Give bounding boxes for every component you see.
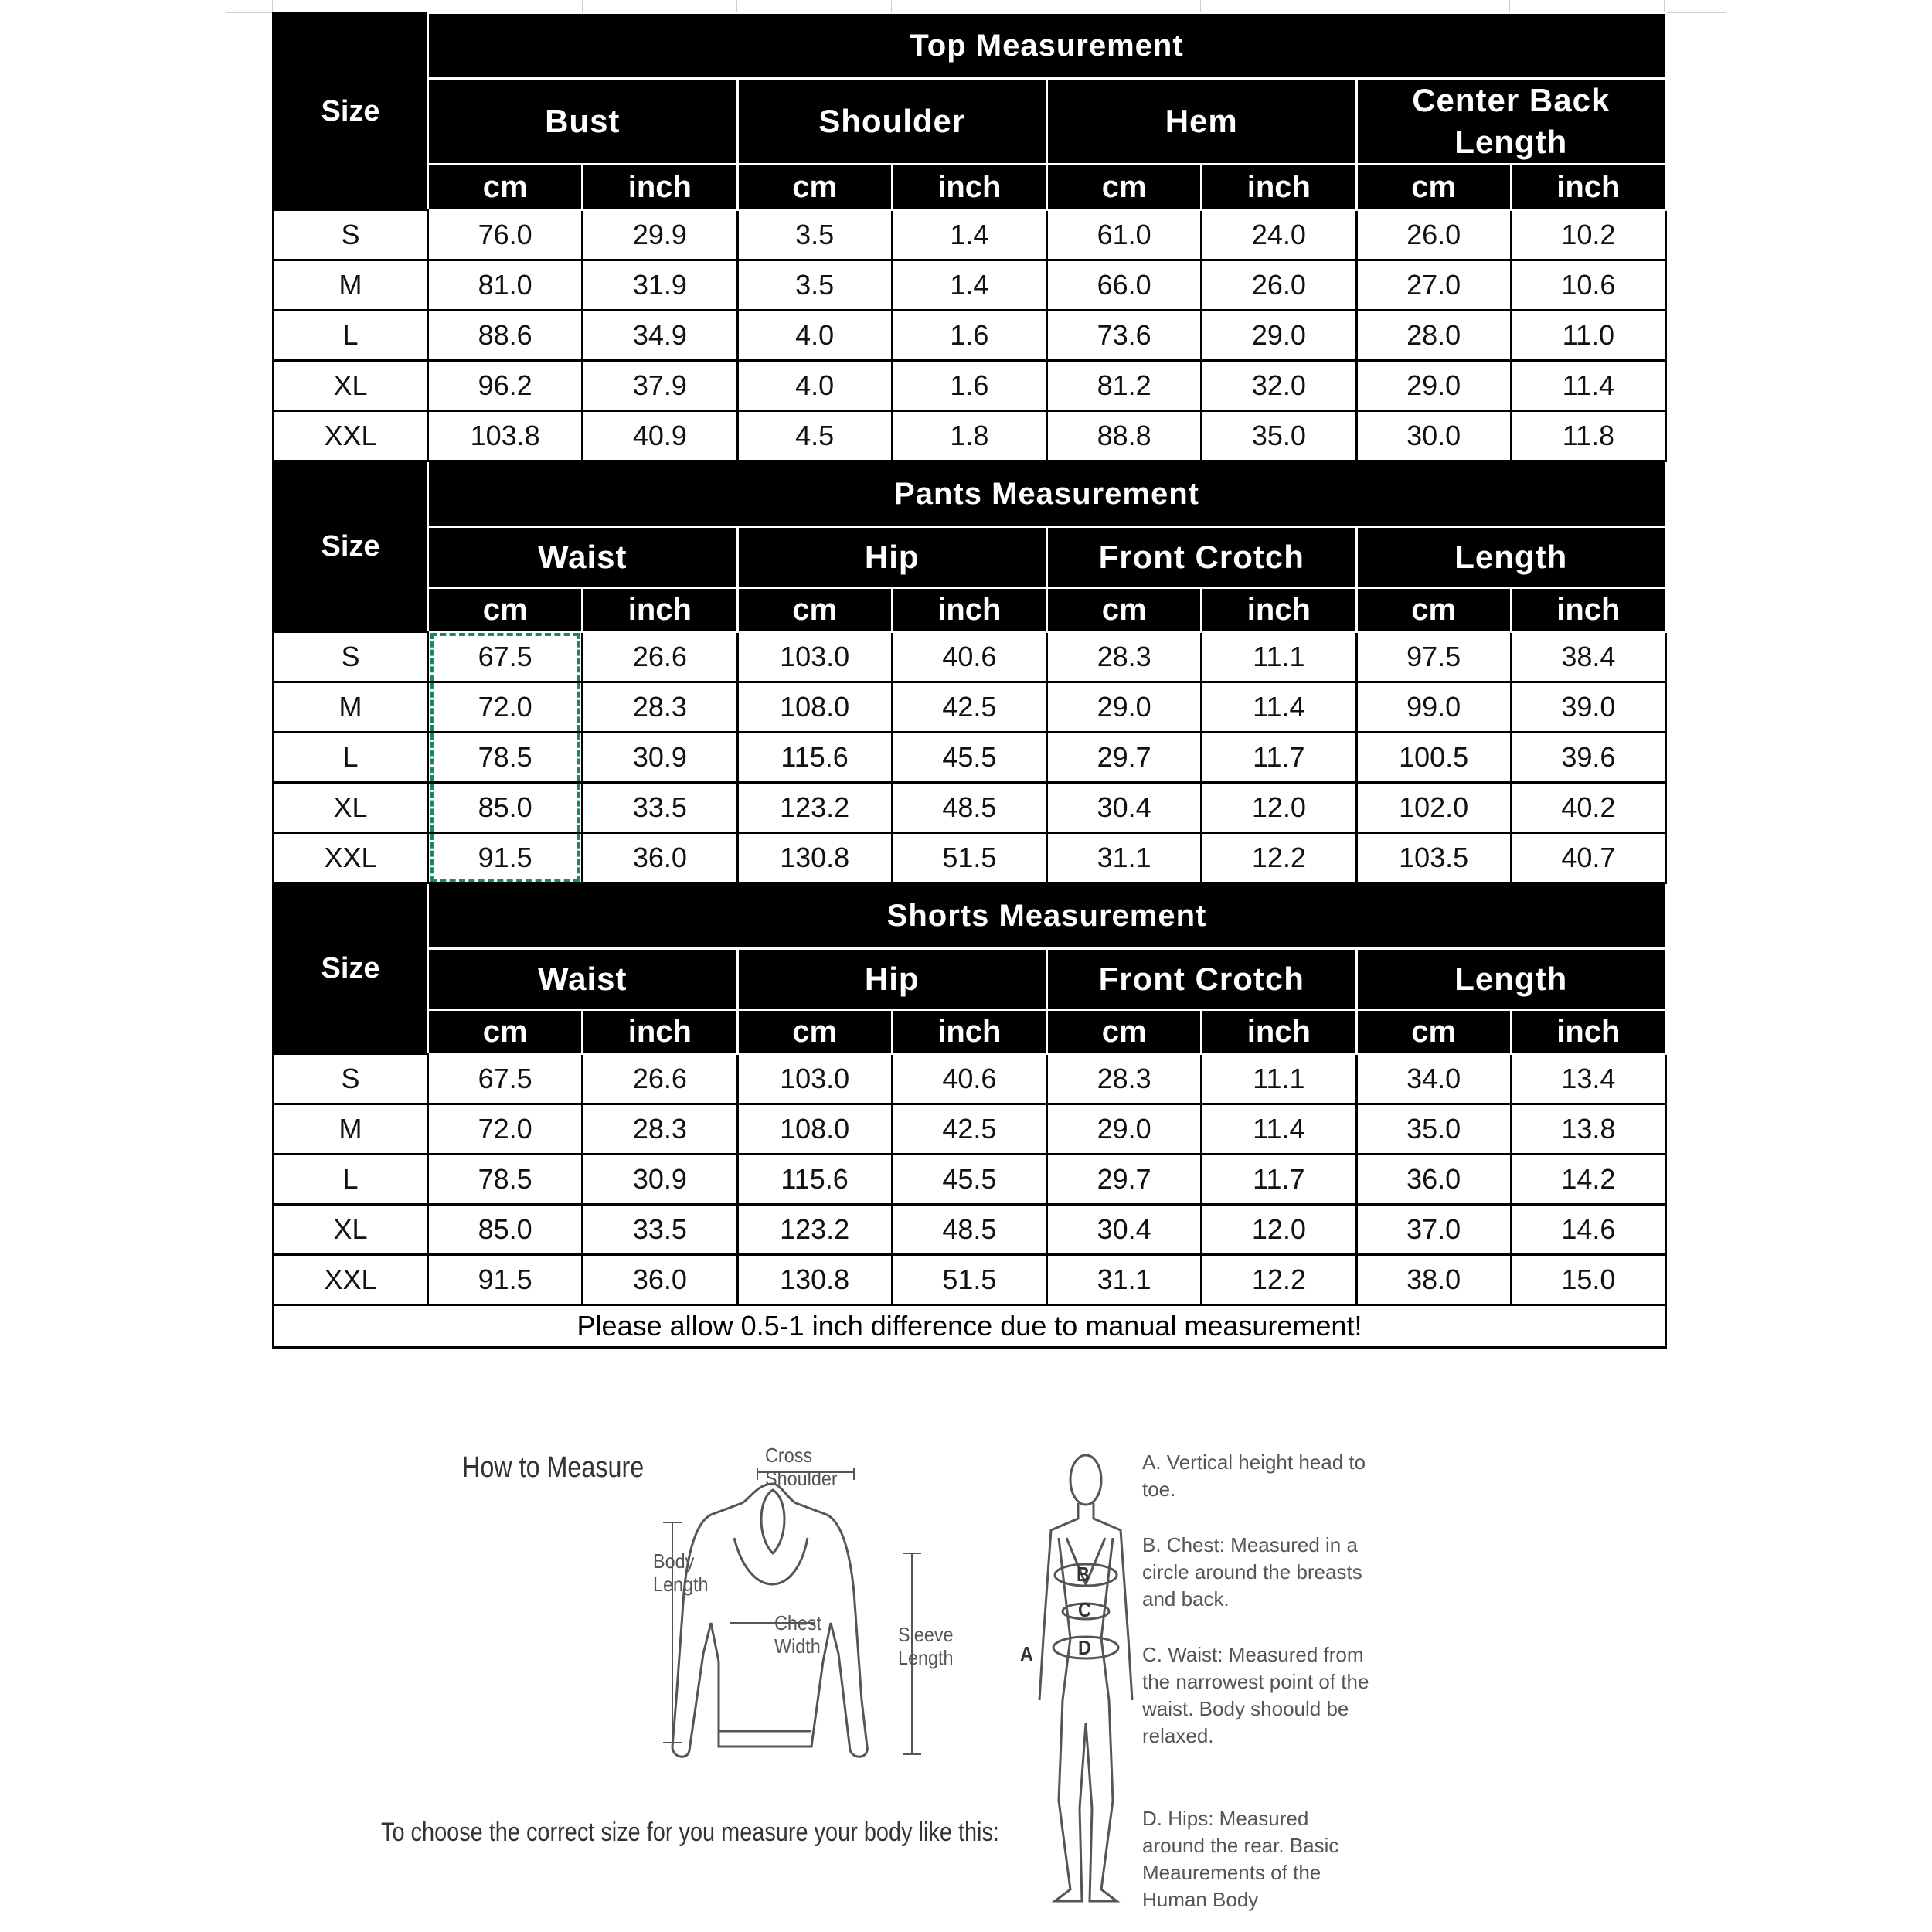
value-cell: 13.8 bbox=[1511, 1104, 1665, 1155]
value-cell: 81.0 bbox=[428, 260, 583, 311]
value-cell: 12.0 bbox=[1202, 783, 1356, 833]
value-cell: 26.6 bbox=[583, 632, 737, 682]
measurement-header: Hip bbox=[737, 949, 1047, 1010]
value-cell: 72.0 bbox=[428, 682, 583, 733]
measurement-header: Bust bbox=[428, 79, 738, 165]
unit-header: inch bbox=[1202, 165, 1356, 210]
value-cell: 51.5 bbox=[892, 1255, 1046, 1305]
size-cell: S bbox=[274, 632, 428, 682]
unit-header: inch bbox=[1511, 588, 1665, 632]
size-cell: XXL bbox=[274, 1255, 428, 1305]
measurement-header: Hip bbox=[737, 527, 1047, 588]
value-cell: 12.0 bbox=[1202, 1205, 1356, 1255]
value-cell: 4.0 bbox=[737, 311, 892, 361]
value-cell: 81.2 bbox=[1047, 361, 1202, 411]
value-cell: 27.0 bbox=[1356, 260, 1511, 311]
measurement-note: Please allow 0.5-1 inch difference due to manual measurement! bbox=[274, 1305, 1666, 1348]
body-length-label: Body Length bbox=[653, 1549, 709, 1596]
value-cell: 11.1 bbox=[1202, 632, 1356, 682]
value-cell: 103.0 bbox=[737, 1054, 892, 1104]
value-cell: 12.2 bbox=[1202, 833, 1356, 883]
value-cell: 130.8 bbox=[737, 1255, 892, 1305]
size-cell: L bbox=[274, 1155, 428, 1205]
value-cell: 97.5 bbox=[1356, 632, 1511, 682]
value-cell: 11.7 bbox=[1202, 1155, 1356, 1205]
unit-header: inch bbox=[1202, 1010, 1356, 1054]
unit-header: inch bbox=[892, 588, 1046, 632]
value-cell: 3.5 bbox=[737, 210, 892, 260]
value-cell: 30.4 bbox=[1047, 1205, 1202, 1255]
value-cell: 61.0 bbox=[1047, 210, 1202, 260]
value-cell: 37.0 bbox=[1356, 1205, 1511, 1255]
value-cell: 3.5 bbox=[737, 260, 892, 311]
value-cell: 31.1 bbox=[1047, 833, 1202, 883]
value-cell: 29.0 bbox=[1356, 361, 1511, 411]
value-cell: 51.5 bbox=[892, 833, 1046, 883]
value-cell: 1.6 bbox=[892, 361, 1046, 411]
guide-title: How to Measure bbox=[462, 1451, 645, 1484]
value-cell: 1.6 bbox=[892, 311, 1046, 361]
value-cell: 76.0 bbox=[428, 210, 583, 260]
value-cell: 4.0 bbox=[737, 361, 892, 411]
value-cell: 78.5 bbox=[428, 1155, 583, 1205]
value-cell: 14.2 bbox=[1511, 1155, 1665, 1205]
unit-header: inch bbox=[583, 588, 737, 632]
value-cell: 29.9 bbox=[583, 210, 737, 260]
value-cell: 40.9 bbox=[583, 411, 737, 461]
value-cell: 39.6 bbox=[1511, 733, 1665, 783]
value-cell: 38.4 bbox=[1511, 632, 1665, 682]
legend-c: C. Waist: Measured from the narrowest point of the waist. Body shoould be relaxed. bbox=[1142, 1643, 1369, 1747]
value-cell: 40.6 bbox=[892, 1054, 1046, 1104]
value-cell: 26.6 bbox=[583, 1054, 737, 1104]
value-cell: 26.0 bbox=[1202, 260, 1356, 311]
value-cell: 24.0 bbox=[1202, 210, 1356, 260]
size-cell: S bbox=[274, 210, 428, 260]
legend-b: B. Chest: Measured in a circle around the breasts and back. bbox=[1142, 1533, 1362, 1611]
value-cell: 11.4 bbox=[1202, 1104, 1356, 1155]
legend-a: A. Vertical height head to toe. bbox=[1142, 1451, 1366, 1501]
value-cell: 13.4 bbox=[1511, 1054, 1665, 1104]
value-cell: 34.0 bbox=[1356, 1054, 1511, 1104]
value-cell: 66.0 bbox=[1047, 260, 1202, 311]
value-cell: 78.5 bbox=[428, 733, 583, 783]
size-cell: XXL bbox=[274, 411, 428, 461]
value-cell: 35.0 bbox=[1202, 411, 1356, 461]
value-cell: 42.5 bbox=[892, 1104, 1046, 1155]
value-cell: 48.5 bbox=[892, 1205, 1046, 1255]
size-cell: L bbox=[274, 733, 428, 783]
value-cell: 11.7 bbox=[1202, 733, 1356, 783]
point-c-label: C bbox=[1078, 1598, 1091, 1621]
value-cell: 31.1 bbox=[1047, 1255, 1202, 1305]
value-cell: 103.0 bbox=[737, 632, 892, 682]
chest-width-label: Chest Width bbox=[774, 1611, 822, 1658]
size-cell: L bbox=[274, 311, 428, 361]
point-d-label: D bbox=[1078, 1636, 1091, 1659]
measurement-header: Waist bbox=[428, 949, 738, 1010]
unit-header: inch bbox=[1202, 588, 1356, 632]
size-cell: S bbox=[274, 1054, 428, 1104]
guide-subtitle: To choose the correct size for you measure your body like this: bbox=[381, 1818, 999, 1847]
value-cell: 85.0 bbox=[428, 1205, 583, 1255]
value-cell: 35.0 bbox=[1356, 1104, 1511, 1155]
value-cell: 14.6 bbox=[1511, 1205, 1665, 1255]
unit-header: inch bbox=[892, 1010, 1046, 1054]
measurement-header: Length bbox=[1356, 527, 1666, 588]
table-title: Top Measurement bbox=[428, 13, 1666, 79]
value-cell: 29.0 bbox=[1047, 682, 1202, 733]
value-cell: 115.6 bbox=[737, 1155, 892, 1205]
unit-header: cm bbox=[737, 588, 892, 632]
value-cell: 37.9 bbox=[583, 361, 737, 411]
value-cell: 103.5 bbox=[1356, 833, 1511, 883]
value-cell: 39.0 bbox=[1511, 682, 1665, 733]
value-cell: 10.6 bbox=[1511, 260, 1665, 311]
value-cell: 11.8 bbox=[1511, 411, 1665, 461]
value-cell: 30.9 bbox=[583, 733, 737, 783]
value-cell: 99.0 bbox=[1356, 682, 1511, 733]
measurement-header: Center Back Length bbox=[1356, 79, 1666, 165]
unit-header: cm bbox=[1356, 165, 1511, 210]
measurement-header: Shoulder bbox=[737, 79, 1047, 165]
value-cell: 33.5 bbox=[583, 783, 737, 833]
value-cell: 73.6 bbox=[1047, 311, 1202, 361]
value-cell: 85.0 bbox=[428, 783, 583, 833]
value-cell: 28.3 bbox=[583, 682, 737, 733]
value-cell: 29.0 bbox=[1202, 311, 1356, 361]
value-cell: 108.0 bbox=[737, 682, 892, 733]
unit-header: cm bbox=[1356, 1010, 1511, 1054]
body-figure-illustration bbox=[1024, 1445, 1140, 1909]
size-cell: XXL bbox=[274, 833, 428, 883]
measurement-header: Front Crotch bbox=[1047, 949, 1357, 1010]
value-cell: 38.0 bbox=[1356, 1255, 1511, 1305]
sleeve-length-label: Sleeve Length bbox=[898, 1623, 954, 1669]
value-cell: 91.5 bbox=[428, 833, 583, 883]
value-cell: 28.3 bbox=[1047, 632, 1202, 682]
value-cell: 96.2 bbox=[428, 361, 583, 411]
cross-shoulder-label: Cross Shoulder bbox=[765, 1444, 838, 1490]
unit-header: cm bbox=[1047, 1010, 1202, 1054]
unit-header: inch bbox=[583, 1010, 737, 1054]
value-cell: 30.0 bbox=[1356, 411, 1511, 461]
value-cell: 4.5 bbox=[737, 411, 892, 461]
value-cell: 30.9 bbox=[583, 1155, 737, 1205]
value-cell: 40.2 bbox=[1511, 783, 1665, 833]
size-header: Size bbox=[274, 461, 428, 632]
value-cell: 123.2 bbox=[737, 783, 892, 833]
unit-header: cm bbox=[428, 1010, 583, 1054]
size-cell: XL bbox=[274, 361, 428, 411]
value-cell: 29.0 bbox=[1047, 1104, 1202, 1155]
legend-d: D. Hips: Measured around the rear. Basic Meaurements of the Human Body bbox=[1142, 1807, 1339, 1911]
size-header: Size bbox=[274, 13, 428, 210]
value-cell: 33.5 bbox=[583, 1205, 737, 1255]
unit-header: inch bbox=[583, 165, 737, 210]
size-chart-table bbox=[272, 12, 1667, 1349]
value-cell: 36.0 bbox=[1356, 1155, 1511, 1205]
size-header: Size bbox=[274, 883, 428, 1054]
value-cell: 11.0 bbox=[1511, 311, 1665, 361]
measurement-header: Front Crotch bbox=[1047, 527, 1357, 588]
value-cell: 67.5 bbox=[428, 632, 583, 682]
unit-header: cm bbox=[428, 165, 583, 210]
value-cell: 88.8 bbox=[1047, 411, 1202, 461]
measurement-header: Hem bbox=[1047, 79, 1357, 165]
value-cell: 42.5 bbox=[892, 682, 1046, 733]
measurement-header: Waist bbox=[428, 527, 738, 588]
value-cell: 11.4 bbox=[1202, 682, 1356, 733]
value-cell: 28.0 bbox=[1356, 311, 1511, 361]
value-cell: 36.0 bbox=[583, 833, 737, 883]
value-cell: 31.9 bbox=[583, 260, 737, 311]
size-cell: M bbox=[274, 260, 428, 311]
value-cell: 123.2 bbox=[737, 1205, 892, 1255]
value-cell: 45.5 bbox=[892, 1155, 1046, 1205]
value-cell: 108.0 bbox=[737, 1104, 892, 1155]
unit-header: inch bbox=[1511, 165, 1665, 210]
value-cell: 32.0 bbox=[1202, 361, 1356, 411]
value-cell: 130.8 bbox=[737, 833, 892, 883]
value-cell: 15.0 bbox=[1511, 1255, 1665, 1305]
unit-header: cm bbox=[428, 588, 583, 632]
value-cell: 29.7 bbox=[1047, 733, 1202, 783]
value-cell: 40.6 bbox=[892, 632, 1046, 682]
value-cell: 45.5 bbox=[892, 733, 1046, 783]
value-cell: 28.3 bbox=[1047, 1054, 1202, 1104]
measurement-header: Length bbox=[1356, 949, 1666, 1010]
value-cell: 1.8 bbox=[892, 411, 1046, 461]
value-cell: 29.7 bbox=[1047, 1155, 1202, 1205]
value-cell: 40.7 bbox=[1511, 833, 1665, 883]
value-cell: 1.4 bbox=[892, 210, 1046, 260]
unit-header: cm bbox=[737, 1010, 892, 1054]
unit-header: cm bbox=[1047, 588, 1202, 632]
unit-header: cm bbox=[1047, 165, 1202, 210]
table-title: Shorts Measurement bbox=[428, 883, 1666, 949]
unit-header: cm bbox=[737, 165, 892, 210]
value-cell: 11.1 bbox=[1202, 1054, 1356, 1104]
value-cell: 30.4 bbox=[1047, 783, 1202, 833]
value-cell: 103.8 bbox=[428, 411, 583, 461]
point-a-label: A bbox=[1020, 1642, 1033, 1665]
value-cell: 34.9 bbox=[583, 311, 737, 361]
unit-header: inch bbox=[892, 165, 1046, 210]
value-cell: 10.2 bbox=[1511, 210, 1665, 260]
value-cell: 115.6 bbox=[737, 733, 892, 783]
size-cell: M bbox=[274, 682, 428, 733]
point-b-label: B bbox=[1077, 1563, 1090, 1586]
value-cell: 72.0 bbox=[428, 1104, 583, 1155]
size-cell: XL bbox=[274, 783, 428, 833]
value-cell: 67.5 bbox=[428, 1054, 583, 1104]
unit-header: inch bbox=[1511, 1010, 1665, 1054]
value-cell: 1.4 bbox=[892, 260, 1046, 311]
value-cell: 11.4 bbox=[1511, 361, 1665, 411]
value-cell: 88.6 bbox=[428, 311, 583, 361]
value-cell: 36.0 bbox=[583, 1255, 737, 1305]
value-cell: 48.5 bbox=[892, 783, 1046, 833]
value-cell: 26.0 bbox=[1356, 210, 1511, 260]
value-cell: 28.3 bbox=[583, 1104, 737, 1155]
value-cell: 102.0 bbox=[1356, 783, 1511, 833]
value-cell: 12.2 bbox=[1202, 1255, 1356, 1305]
size-cell: M bbox=[274, 1104, 428, 1155]
value-cell: 100.5 bbox=[1356, 733, 1511, 783]
unit-header: cm bbox=[1356, 588, 1511, 632]
size-cell: XL bbox=[274, 1205, 428, 1255]
table-title: Pants Measurement bbox=[428, 461, 1666, 527]
value-cell: 91.5 bbox=[428, 1255, 583, 1305]
